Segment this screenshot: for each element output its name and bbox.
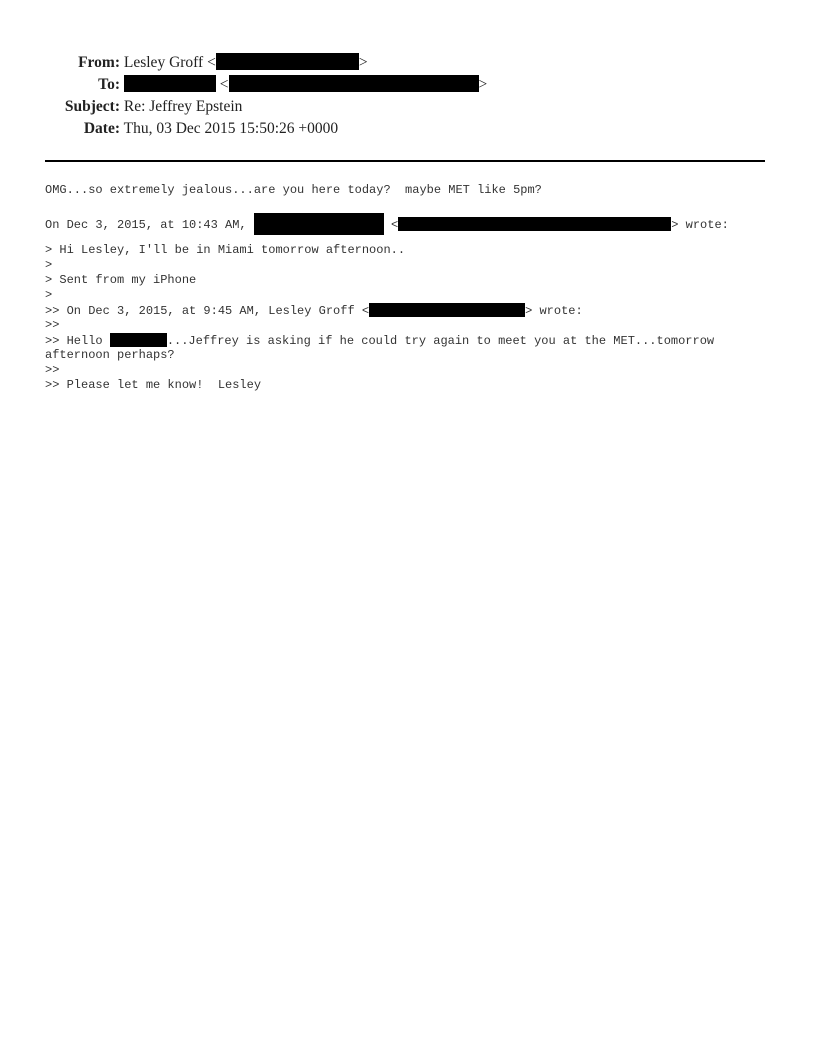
- quote-line: >: [45, 288, 53, 302]
- quote-line: >>: [45, 363, 60, 377]
- redaction-block: [369, 303, 525, 317]
- angle-open: <: [207, 54, 216, 71]
- angle-close: >: [358, 54, 368, 71]
- from-row: [45, 52, 368, 74]
- date-label: Date:: [83, 120, 120, 137]
- quote-line: > Hi Lesley, I'll be in Miami tomorrow afternoon..: [45, 243, 406, 257]
- date-value: Thu, 03 Dec 2015 15:50:26 +0000: [123, 120, 339, 137]
- attribution-mid: <: [383, 218, 399, 232]
- quote-line: [45, 333, 714, 349]
- from-label: From:: [78, 54, 120, 71]
- redaction-block: [110, 333, 167, 347]
- redaction-block: [216, 53, 359, 70]
- header-divider: [45, 160, 765, 162]
- attribution-prefix: On Dec 3, 2015, at 10:43 AM,: [45, 218, 254, 232]
- from-name: Lesley Groff: [123, 54, 204, 71]
- subject-label: Subject:: [64, 98, 120, 115]
- quote-line: >>: [45, 318, 60, 332]
- quote-line: > Sent from my iPhone: [45, 273, 197, 287]
- quote-attribution: [45, 213, 729, 235]
- to-label: To:: [98, 76, 120, 93]
- redaction-block: [124, 75, 216, 92]
- angle-open: <: [219, 76, 229, 93]
- quote-line: [45, 303, 583, 319]
- redaction-block: [254, 213, 384, 235]
- subject-value: Re: Jeffrey Epstein: [123, 98, 243, 115]
- quote-suffix: > wrote:: [525, 304, 583, 318]
- date-row: [45, 118, 338, 140]
- quote-suffix: ...Jeffrey is asking if he could try again to meet you at the MET...tomorrow: [166, 334, 715, 348]
- quote-prefix: >> On Dec 3, 2015, at 9:45 AM, Lesley Groff <: [45, 304, 370, 318]
- subject-row: [45, 96, 242, 118]
- quote-line: >: [45, 258, 53, 272]
- attribution-suffix: > wrote:: [671, 218, 729, 232]
- quote-line: afternoon perhaps?: [45, 348, 175, 362]
- quote-line: >> Please let me know! Lesley: [45, 378, 262, 392]
- reply-text: OMG...so extremely jealous...are you here today? maybe MET like 5pm?: [45, 183, 542, 197]
- redaction-block: [398, 217, 671, 231]
- angle-close: >: [478, 76, 488, 93]
- redaction-block: [229, 75, 479, 92]
- to-row: [45, 74, 487, 96]
- quote-prefix: >> Hello: [45, 334, 110, 348]
